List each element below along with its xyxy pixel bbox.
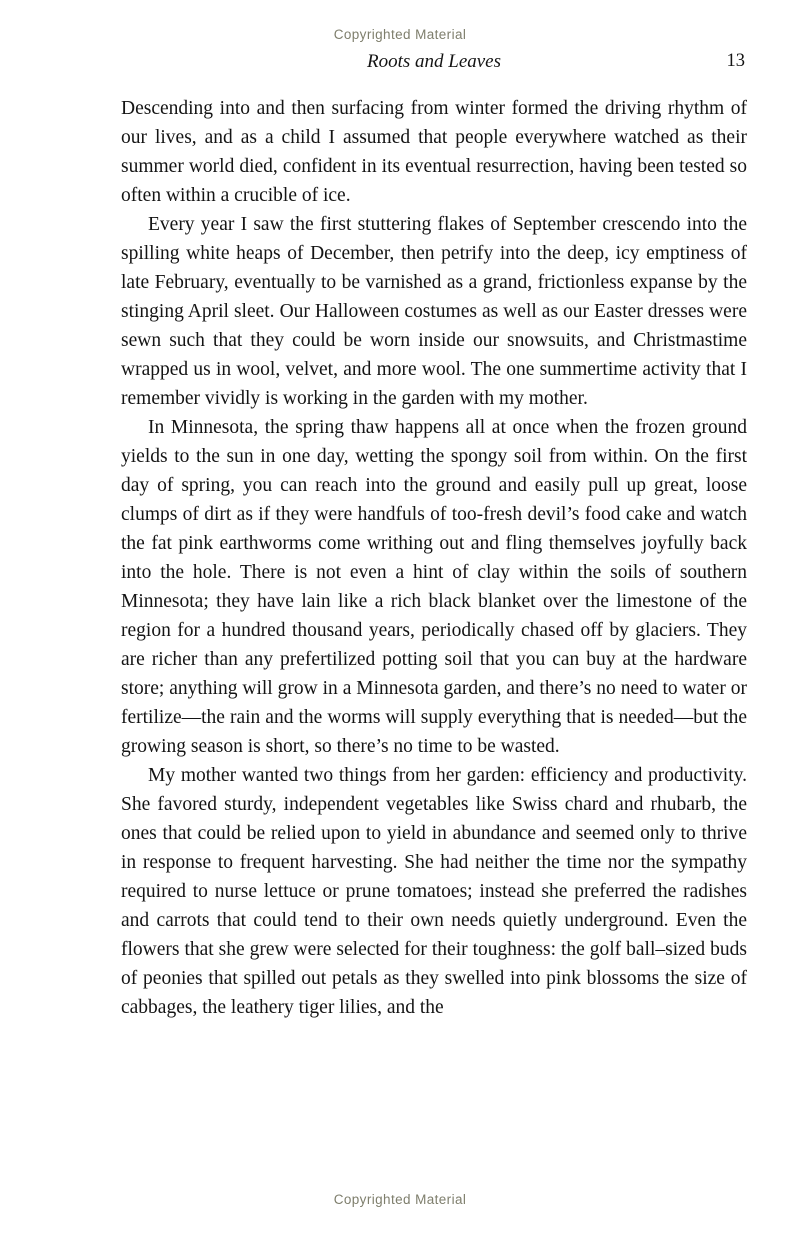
paragraph: My mother wanted two things from her garden: efficiency and productivity. She favored sturdy, independent vegetables like Swiss chard and rhubarb, the ones that could be relied upon to yield in abundance and seemed only to thrive in response to frequent harvesting. She had neither the time nor the sympathy required to nurse lettuce or prune tomatoes; instead she preferred the radishes and carrots that could tend to their own needs quietly underground. Even the flowers that she grew were selected for their toughness: the golf ball–sized buds of peonies that spilled out petals as they swelled into pink blossoms the size of cabbages, the leathery tiger lilies, and the (121, 765, 747, 1018)
body-text (121, 94, 747, 1022)
page-header (121, 51, 747, 77)
running-title: Roots and Leaves (366, 51, 502, 72)
paragraph: Every year I saw the first stuttering flakes of September crescendo into the spilling white heaps of December, then petrify into the deep, icy emptiness of late February, eventually to be varnished as a grand, frictionless expanse by the stinging April sleet. Our Halloween costumes as well as our Easter dresses were sewn such that they could be worn inside our snowsuits, and Christmastime wrapped us in wool, velvet, and more wool. The one summertime activity that I remember vividly is working in the garden with my mother. (121, 214, 747, 409)
page-number: 13 (726, 51, 745, 71)
paragraph: Descending into and then surfacing from winter formed the driving rhythm of our lives, and as a child I assumed that people everywhere watched as their summer world died, confident in its eventual resurrection, having been tested so often within a crucible of ice. (121, 98, 747, 206)
copyright-notice-bottom: Copyrighted Material (333, 1192, 467, 1207)
paragraph: In Minnesota, the spring thaw happens all at once when the frozen ground yields to the sun in one day, wetting the spongy soil from within. On the first day of spring, you can reach into the ground and easily pull up great, loose clumps of dirt as if they were handfuls of too-fresh devil’s food cake and watch the fat pink earthworms come writhing out and fling themselves joyfully back into the hole. There is not even a hint of clay within the soils of southern Minnesota; they have lain like a rich black blanket over the limestone of the region for a hundred thousand years, periodically chased off by glaciers. They are richer than any prefertilized potting soil that you can buy at the hardware store; anything will grow in a Minnesota garden, and there’s no need to water or fertilize—the rain and the worms will supply everything that is needed—but the growing season is short, so there’s no time to be wasted. (121, 417, 747, 757)
copyright-notice-top: Copyrighted Material (333, 27, 467, 42)
